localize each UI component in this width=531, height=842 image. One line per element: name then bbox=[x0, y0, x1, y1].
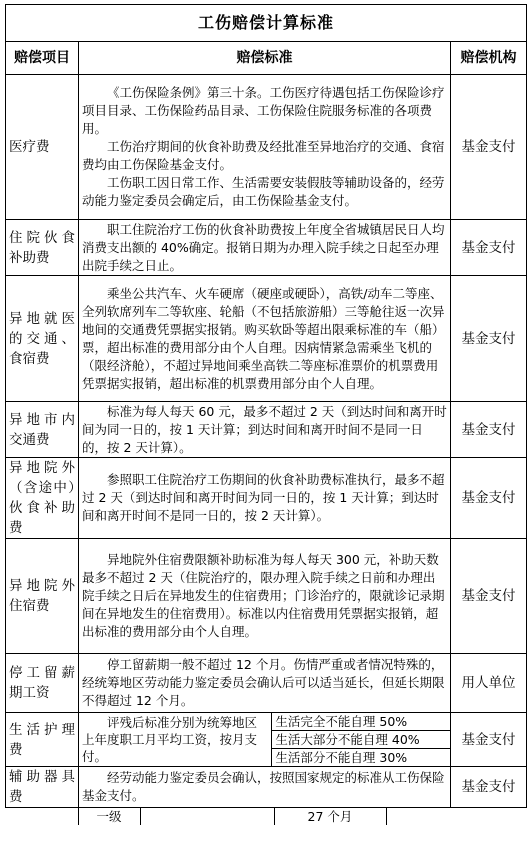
header-standard: 赔偿标准 bbox=[79, 42, 451, 75]
compensation-table-container bbox=[5, 4, 526, 825]
row-standard bbox=[79, 276, 451, 402]
table-row bbox=[6, 75, 527, 220]
table-title: 工伤赔偿计算标准 bbox=[6, 5, 527, 42]
row-item: 停工留薪期工资 bbox=[6, 654, 79, 713]
row-standard bbox=[79, 75, 451, 220]
row-standard bbox=[79, 539, 451, 654]
row-item: 异地就医的交通、食宿费 bbox=[6, 276, 79, 402]
disability-level: 一级 bbox=[78, 808, 140, 825]
row-item: 医疗费 bbox=[6, 75, 79, 220]
table-row bbox=[6, 767, 527, 808]
row-standard bbox=[79, 458, 451, 539]
standard-paragraph: 经劳动能力鉴定委员会确认，按照国家规定的标准从工伤保险基金支付。 bbox=[82, 770, 445, 803]
row-standard bbox=[79, 402, 451, 458]
standard-paragraph: 职工住院治疗工伤的伙食补助费按上年度全省城镇居民日人均消费支出额的 40%确定。报销日期为办理入院手续之日起至办理出院手续之日止。 bbox=[82, 221, 445, 273]
nursing-level: 生活部分不能自理 30% bbox=[272, 749, 450, 767]
disability-level-row bbox=[5, 808, 526, 825]
row-standard bbox=[79, 713, 451, 767]
row-item: 生活护理费 bbox=[6, 713, 79, 767]
nursing-levels-table bbox=[79, 713, 450, 766]
stop-work-months: 27 个月 bbox=[274, 808, 386, 825]
row-org: 基金支付 bbox=[451, 767, 527, 808]
table-row bbox=[6, 654, 527, 713]
row-standard bbox=[79, 767, 451, 808]
row-org: 用人单位 bbox=[451, 654, 527, 713]
compensation-table bbox=[5, 4, 527, 808]
table-row bbox=[6, 220, 527, 276]
row-item: 住院伙食补助费 bbox=[6, 220, 79, 276]
table-row bbox=[6, 539, 527, 654]
header-org: 赔偿机构 bbox=[451, 42, 527, 75]
header-row bbox=[6, 42, 527, 75]
row-org: 基金支付 bbox=[451, 220, 527, 276]
standard-paragraph: 《工伤保险条例》第三十条。工伤医疗待遇包括工伤保险诊疗项目目录、工伤保险药品目录、工伤保险住院服务标准的各项费用。 bbox=[82, 85, 445, 136]
row-item: 异地院外（含途中）伙食补助费 bbox=[6, 458, 79, 539]
table-row bbox=[6, 713, 527, 767]
table-row bbox=[6, 458, 527, 539]
nursing-level: 生活大部分不能自理 40% bbox=[272, 731, 450, 749]
row-org: 基金支付 bbox=[451, 276, 527, 402]
row-item: 辅助器具费 bbox=[6, 767, 79, 808]
row-item: 异地院外住宿费 bbox=[6, 539, 79, 654]
nursing-level: 生活完全不能自理 50% bbox=[272, 713, 450, 731]
row-org: 基金支付 bbox=[451, 402, 527, 458]
standard-paragraph: 停工留薪期一般不超过 12 个月。伤情严重或者情况特殊的，经统筹地区劳动能力鉴定委员会确认后可以适当延长，但延长期限不得超过 12 个月。 bbox=[82, 657, 445, 708]
standard-paragraph: 工伤治疗期间的伙食补助费及经批准至异地治疗的交通、食宿费均由工伤保险基金支付。 bbox=[82, 139, 445, 172]
standard-paragraph: 参照职工住院治疗工伤期间的伙食补助费标准执行，最多不超过 2 天（到达时间和离开时间为同一日的，按 1 天计算；到达时间和离开时间不是同一日的，按 2 天计算）。 bbox=[82, 472, 445, 523]
row-org: 基金支付 bbox=[451, 713, 527, 767]
standard-paragraph: 标准为每人每天 60 元，最多不超过 2 天（到达时间和离开时间为同一日的，按 1 天计算；到达时间和离开时间不是同一日的，按 2 天计算）。 bbox=[82, 403, 447, 455]
row-item: 异地市内交通费 bbox=[6, 402, 79, 458]
row-standard bbox=[79, 654, 451, 713]
table-row bbox=[6, 276, 527, 402]
row-standard bbox=[79, 220, 451, 276]
standard-paragraph: 工伤职工因日常工作、生活需要安装假肢等辅助设备的，经劳动能力鉴定委员会确定后，由工伤保险基金支付。 bbox=[82, 175, 445, 208]
row-org: 基金支付 bbox=[451, 75, 527, 220]
row-org: 基金支付 bbox=[451, 458, 527, 539]
standard-paragraph: 乘坐公共汽车、火车硬席（硬座或硬卧），高铁/动车二等座、全列软席列车二等软座、轮船（不包括旅游船）三等舱往返一次异地间的交通费凭票据实报销。购买软卧等超出限乘标准的车（船）票，超出标准的费用部分由个人自理。因病情紧急需乘坐飞机的（限经济舱），不超过异地间乘坐高铁二等座标准票价的机票费用凭票据实报销，超出标准的机票费用部分由个人自理。 bbox=[82, 285, 445, 391]
nursing-description: 评残后标准分别为统筹地区上年度职工月平均工资，按月支付。 bbox=[79, 713, 272, 766]
row-org: 基金支付 bbox=[451, 539, 527, 654]
table-row bbox=[6, 402, 527, 458]
standard-paragraph: 异地院外住宿费限额补助标准为每人每天 300 元，补助天数最多不超过 2 天（住院治疗的，限办理入院手续之日前和办理出院手续之日后在异地发生的住宿费用；门诊治疗的，限就诊记录期间在异地发生的住宿费用）。标准以内住宿费用凭票据实报销，超出标准的费用部分由个人自理。 bbox=[82, 552, 445, 639]
header-item: 赔偿项目 bbox=[6, 42, 79, 75]
